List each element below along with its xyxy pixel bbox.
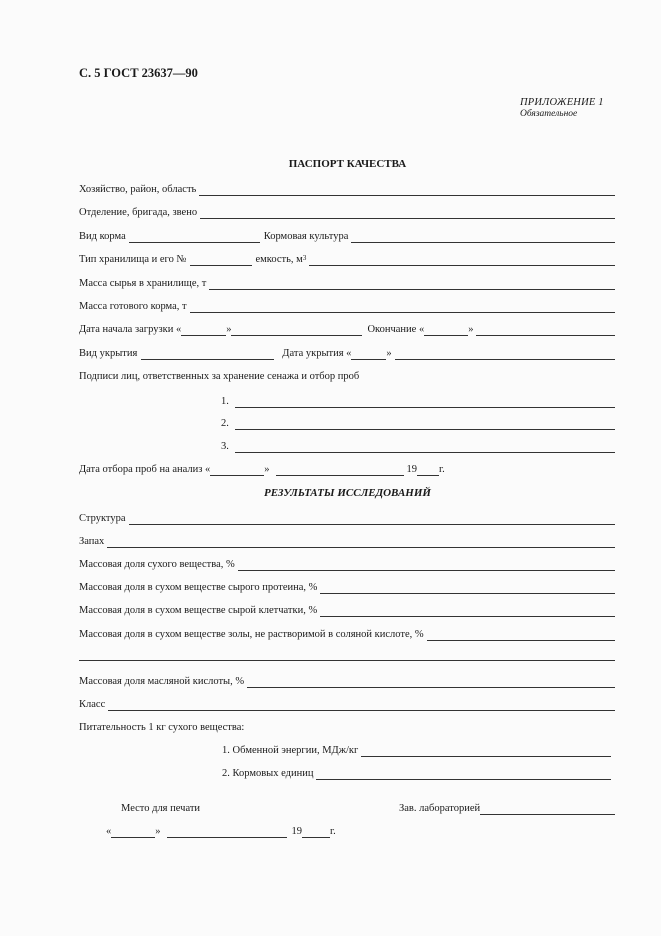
ready-mass-row <box>79 301 615 313</box>
quote-close: » <box>226 324 232 335</box>
ash-row <box>79 629 615 641</box>
cover-type-field[interactable] <box>141 349 274 360</box>
quote-open: « <box>106 826 112 837</box>
sample-date-label: Дата отбора проб на анализ « <box>79 464 211 475</box>
storage-type-label: Тип хранилища и его № <box>79 254 187 265</box>
signature-number: 2. <box>221 418 229 429</box>
results-title: РЕЗУЛЬТАТЫ ИССЛЕДОВАНИЙ <box>264 487 431 499</box>
sample-year-field[interactable] <box>417 465 439 476</box>
protein-row <box>79 582 615 594</box>
smell-field[interactable] <box>107 537 615 548</box>
raw-mass-label: Масса сырья в хранилище, т <box>79 278 207 289</box>
cover-row <box>79 348 615 360</box>
dry-matter-row <box>79 559 615 571</box>
raw-mass-field[interactable] <box>209 279 615 290</box>
butyric-row <box>79 676 615 688</box>
protein-label: Массовая доля в сухом веществе сырого протеина, % <box>79 582 318 593</box>
sign-year-field[interactable] <box>302 827 330 838</box>
cover-day-field[interactable] <box>351 349 386 360</box>
energy-label: 1. Обменной энергии, МДж/кг <box>222 745 359 756</box>
feed-crop-row <box>79 231 615 243</box>
ash-field[interactable] <box>427 630 615 641</box>
fiber-label: Массовая доля в сухом веществе сырой клетчатки, % <box>79 605 318 616</box>
class-field[interactable] <box>108 700 615 711</box>
head-row <box>399 803 615 815</box>
signature-field-1[interactable] <box>235 397 615 408</box>
cover-month-field[interactable] <box>395 349 615 360</box>
fiber-row <box>79 605 615 617</box>
units-row <box>222 768 611 780</box>
end-month-field[interactable] <box>476 325 615 336</box>
capacity-label: емкость, $м^3$ <box>255 254 307 265</box>
sample-month-field[interactable] <box>276 465 404 476</box>
signature-row-1 <box>221 396 615 408</box>
sign-date-row <box>106 826 336 838</box>
head-label: Зав. лабораторией <box>399 803 481 814</box>
stamp-placeholder: Место для печати <box>121 803 201 814</box>
dry-matter-field[interactable] <box>238 560 615 571</box>
structure-row <box>79 513 615 525</box>
head-signature-field[interactable] <box>480 804 615 815</box>
load-start-label: Дата начала загрузки « <box>79 324 182 335</box>
feed-type-label: Вид корма <box>79 231 126 242</box>
energy-row <box>222 745 611 757</box>
end-day-field[interactable] <box>424 325 468 336</box>
year-prefix: 19 <box>291 826 302 837</box>
units-label: 2. Кормовых единиц <box>222 768 314 779</box>
storage-row <box>79 254 615 266</box>
department-label: Отделение, бригада, звено <box>79 207 198 218</box>
fiber-field[interactable] <box>320 606 615 617</box>
feed-type-field[interactable] <box>129 232 260 243</box>
nutrition-label: Питательность 1 кг сухого вещества: <box>79 722 245 733</box>
farm-label: Хозяйство, район, область <box>79 184 197 195</box>
year-prefix: 19 <box>406 464 418 475</box>
signature-field-3[interactable] <box>235 442 615 453</box>
quote-close: » <box>155 826 161 837</box>
signature-number: 1. <box>221 396 229 407</box>
signatures-label: Подписи лиц, ответственных за хранение сенажа и отбор проб <box>79 371 360 382</box>
crop-field[interactable] <box>351 232 615 243</box>
signature-row-2 <box>221 418 615 430</box>
year-suffix: г. <box>330 826 336 837</box>
sign-day-field[interactable] <box>111 827 155 838</box>
raw-mass-row <box>79 278 615 290</box>
signature-number: 3. <box>221 441 229 452</box>
signature-field-2[interactable] <box>235 419 615 430</box>
structure-label: Структура <box>79 513 126 524</box>
sign-month-field[interactable] <box>167 827 287 838</box>
protein-field[interactable] <box>320 583 615 594</box>
year-suffix: г. <box>439 464 445 475</box>
storage-number-field[interactable] <box>190 255 252 266</box>
appendix-status: Обязательное <box>520 109 578 119</box>
capacity-field[interactable] <box>309 255 615 266</box>
end-label: Окончание « <box>367 324 425 335</box>
signature-row-3 <box>221 441 615 453</box>
load-dates-row <box>79 324 615 336</box>
ash-continuation-field[interactable] <box>79 660 615 661</box>
smell-label: Запах <box>79 536 105 547</box>
ash-label: Массовая доля в сухом веществе золы, не растворимой в соляной кислоте, % <box>79 629 424 640</box>
butyric-label: Массовая доля масляной кислоты, % <box>79 676 245 687</box>
class-row <box>79 699 615 711</box>
smell-row <box>79 536 615 548</box>
quote-close: » <box>264 464 270 475</box>
cover-type-label: Вид укрытия <box>79 348 138 359</box>
dry-matter-label: Массовая доля сухого вещества, % <box>79 559 235 570</box>
department-row <box>79 207 615 219</box>
farm-field[interactable] <box>199 185 615 196</box>
load-start-day-field[interactable] <box>181 325 226 336</box>
load-start-month-field[interactable] <box>231 325 362 336</box>
ready-mass-label: Масса готового корма, т <box>79 301 187 312</box>
department-field[interactable] <box>200 208 615 219</box>
appendix-label: ПРИЛОЖЕНИЕ 1 <box>520 97 604 108</box>
ready-mass-field[interactable] <box>190 302 615 313</box>
quote-close: » <box>386 348 392 359</box>
structure-field[interactable] <box>129 514 615 525</box>
passport-title: ПАСПОРТ КАЧЕСТВА <box>288 158 407 170</box>
energy-field[interactable] <box>361 746 611 757</box>
butyric-field[interactable] <box>247 677 615 688</box>
class-label: Класс <box>79 699 106 710</box>
cover-date-label: Дата укрытия « <box>282 348 352 359</box>
farm-row <box>79 184 615 196</box>
crop-label: Кормовая культура <box>263 231 349 242</box>
sample-date-row <box>79 464 445 476</box>
sample-day-field[interactable] <box>210 465 264 476</box>
quote-close: » <box>468 324 474 335</box>
units-field[interactable] <box>316 769 611 780</box>
document-reference: С. 5 ГОСТ 23637—90 <box>79 66 198 80</box>
